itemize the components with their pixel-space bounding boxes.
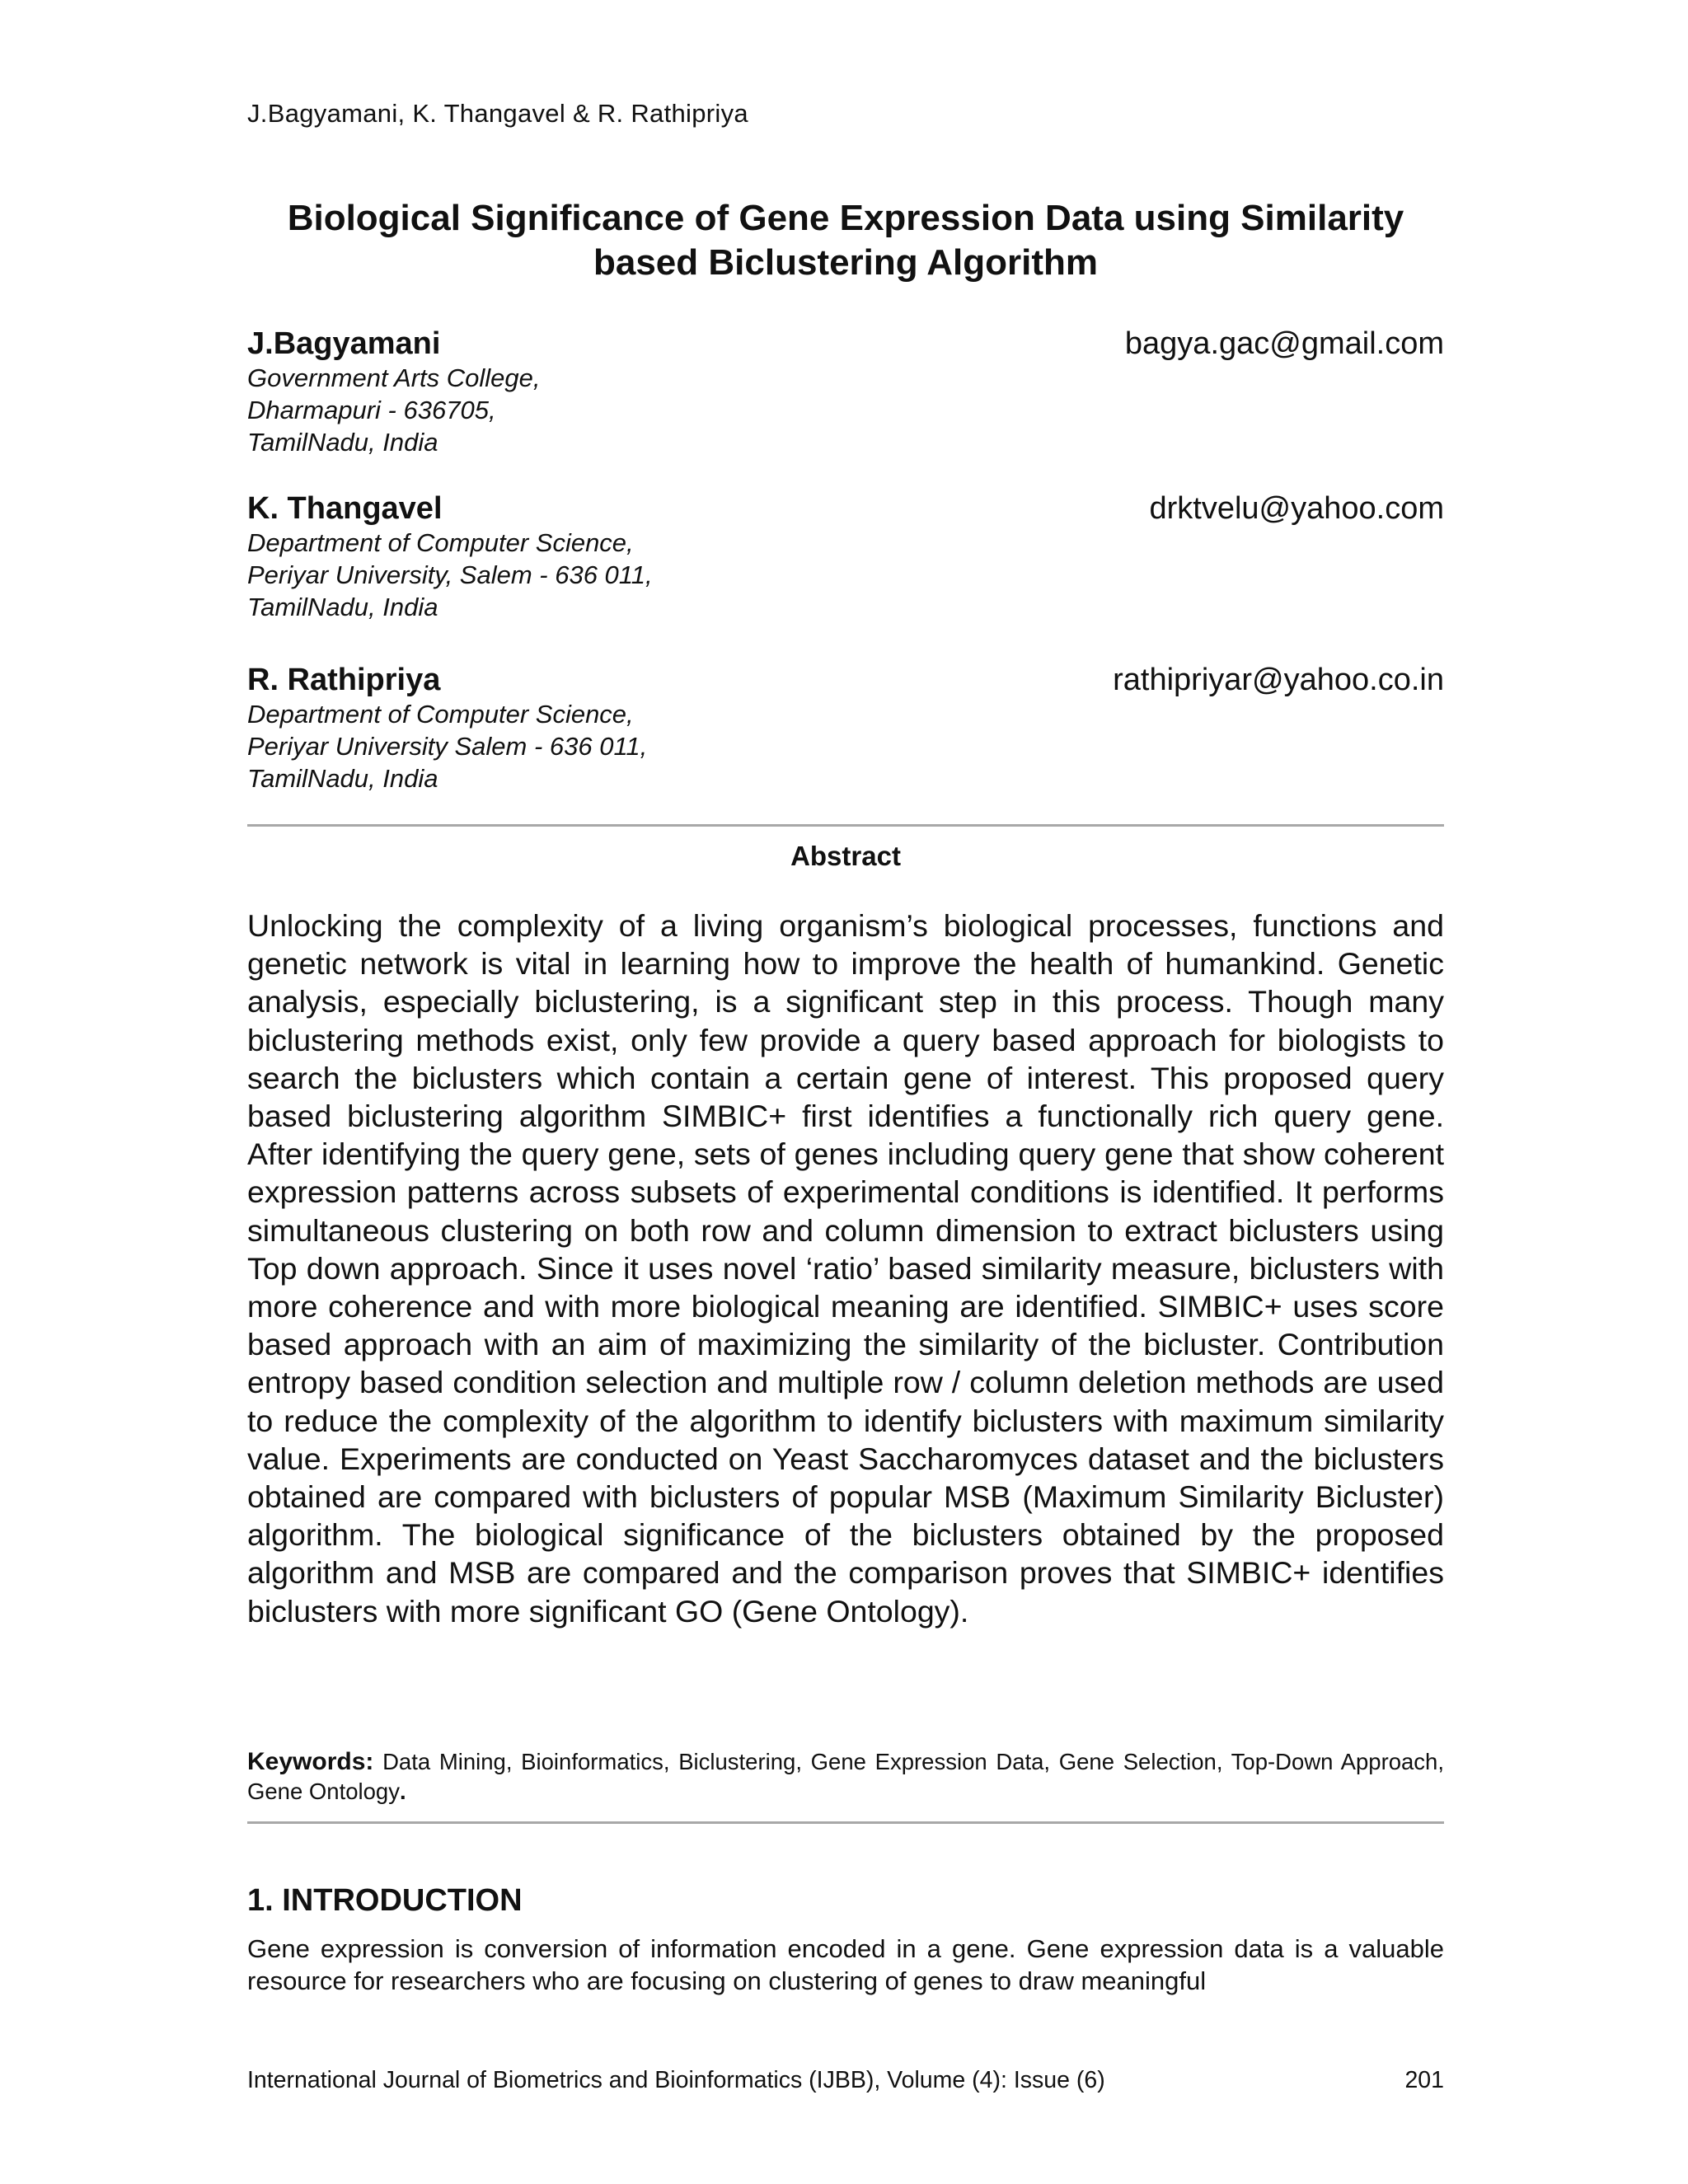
abstract-text: Unlocking the complexity of a living organism’s biological processes, functions and genetic network is vital in learning how to improve the health of humankind. Genetic analysis, especially biclustering, is a significant step in this process. Though many biclustering methods exist, only few provide a query based approach for biologists to search the biclusters which contain a certain gene of interest. This proposed query based biclustering algorithm SIMBIC+ first identifies a functionally rich query gene. After identifying the query gene, sets of genes including query gene that show coherent expression patterns across subsets of experimental conditions is identified. It performs simultaneous clustering on both row and column dimension to extract biclusters using Top down approach. Since it uses novel ‘ratio’ based similarity measure, biclusters with more coherence and with more biological meaning are identified. SIMBIC+ uses score based approach with an aim of maximizing the similarity of the bicluster. Contribution entropy based condition selection and multiple row / column deletion methods are used to reduce the complexity of the algorithm to identify biclusters with maximum similarity value. Experiments are conducted on Yeast Saccharomyces dataset and the biclusters obtained are compared with biclusters of popular MSB (Maximum Similarity Bicluster) algorithm. The biological significance of the biclusters obtained by the proposed algorithm and MSB are compared and the comparison proves that SIMBIC+ identifies biclusters with more significant GO (Gene Ontology). bbox=[247, 908, 1444, 1629]
divider bbox=[247, 1821, 1444, 1824]
intro-text: Gene expression is conversion of information encoded in a gene. Gene expression data is a valuable resource for researchers who are focusing on clustering of genes to draw meaningful bbox=[247, 1934, 1444, 1995]
keywords-end: . bbox=[399, 1779, 406, 1804]
author-affiliation-line: Periyar University Salem - 636 011, bbox=[247, 732, 648, 761]
page-number: 201 bbox=[1404, 2067, 1444, 2093]
author-affiliation-line: Government Arts College, bbox=[247, 363, 541, 392]
divider bbox=[247, 824, 1444, 827]
author-name: J.Bagyamani bbox=[247, 326, 441, 361]
author-email: rathipriyar@yahoo.co.in bbox=[1113, 663, 1444, 697]
author-affiliation-line: Dharmapuri - 636705, bbox=[247, 396, 496, 424]
footer-journal: International Journal of Biometrics and Bioinformatics (IJBB), Volume (4): Issue (6) bbox=[247, 2067, 1105, 2093]
abstract-heading: Abstract bbox=[790, 841, 901, 871]
author-affiliation-line: TamilNadu, India bbox=[247, 593, 438, 621]
author-affiliation-line: TamilNadu, India bbox=[247, 428, 438, 457]
author-block bbox=[247, 326, 1444, 458]
keywords-text: Data Mining, Bioinformatics, Biclustering, Gene Expression Data, Gene Selection, Top-Down Approach, Gene Ontology bbox=[247, 1749, 1444, 1804]
author-block bbox=[247, 662, 1444, 794]
paper-title: Biological Significance of Gene Expression Data using Similarity based Biclustering Algorithm bbox=[287, 198, 1404, 283]
author-affiliation-line: Periyar University, Salem - 636 011, bbox=[247, 560, 653, 589]
paper-page bbox=[247, 0, 1444, 2184]
running-head: J.Bagyamani, K. Thangavel & R. Rathipriya bbox=[247, 99, 748, 128]
author-email: drktvelu@yahoo.com bbox=[1149, 491, 1444, 526]
author-name: R. Rathipriya bbox=[247, 663, 441, 697]
keywords bbox=[247, 1747, 1444, 1807]
author-affiliation-line: TamilNadu, India bbox=[247, 764, 438, 793]
section-heading: 1. INTRODUCTION bbox=[247, 1883, 523, 1918]
author-name: K. Thangavel bbox=[247, 491, 443, 526]
author-affiliation-line: Department of Computer Science, bbox=[247, 528, 634, 557]
keywords-label: Keywords: bbox=[247, 1748, 374, 1775]
page-footer bbox=[247, 2067, 1444, 2094]
author-affiliation-line: Department of Computer Science, bbox=[247, 700, 634, 729]
author-email: bagya.gac@gmail.com bbox=[1124, 326, 1444, 361]
author-block bbox=[247, 490, 1444, 623]
